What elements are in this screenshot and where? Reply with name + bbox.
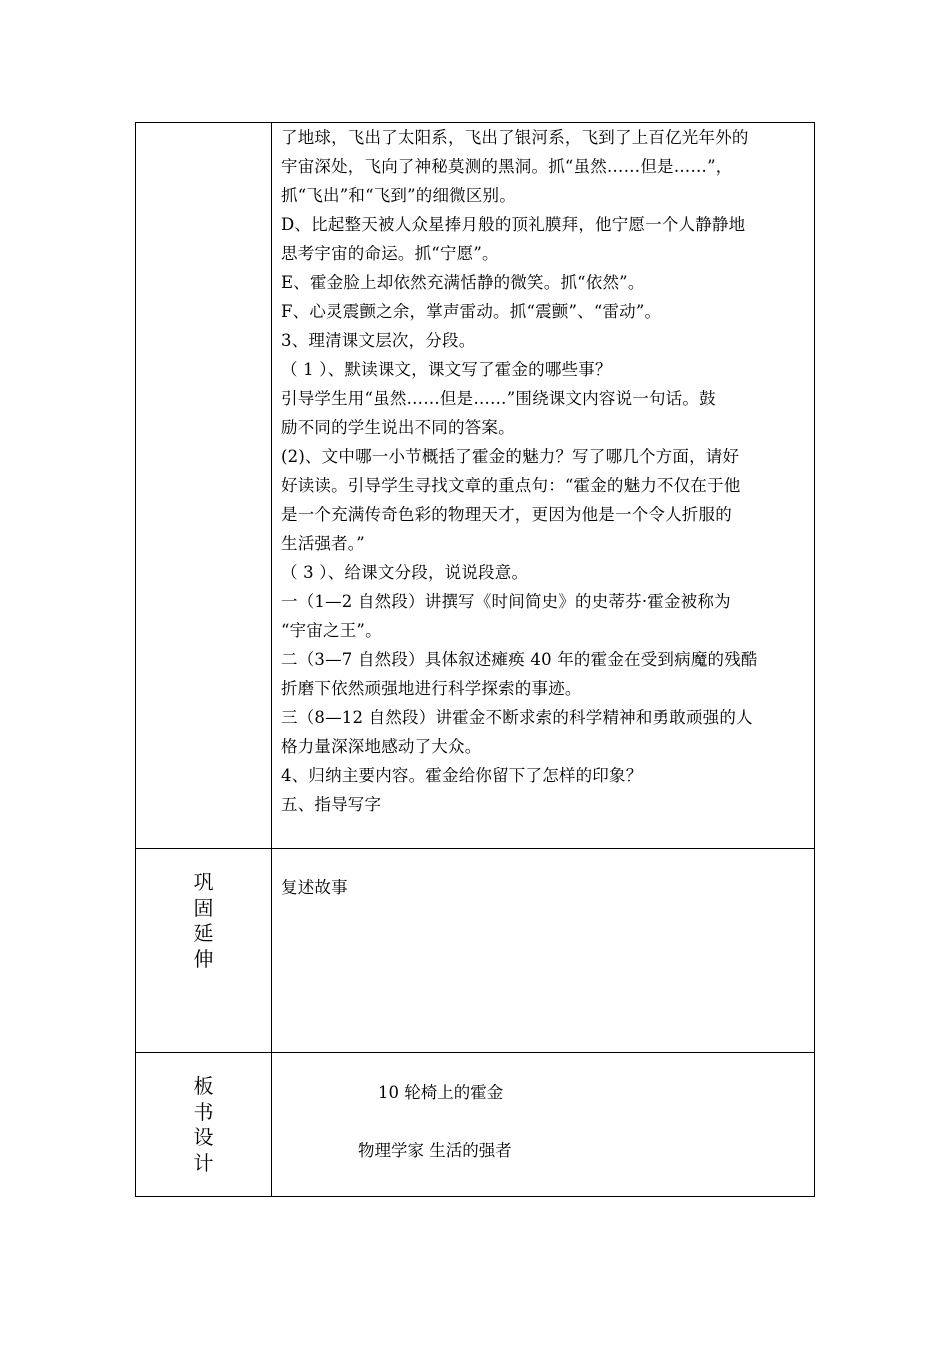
main-content-cell (281, 123, 806, 819)
content-line: 引导学生用“虽然……但是……”围绕课文内容说一句话。鼓 (281, 389, 716, 408)
board-label-char: 设 (193, 1125, 214, 1149)
column-divider (271, 123, 272, 1196)
content-line: （ 1 ）、默读课文，课文写了霍金的哪些事？ (281, 360, 612, 379)
board-title: 10 轮椅上的霍金 (378, 1083, 504, 1102)
consolidate-label-char: 伸 (193, 946, 214, 971)
content-line: D、比起整天被人众星捧月般的顶礼膜拜，他宁愿一个人静静地 (281, 215, 746, 234)
consolidate-label (136, 870, 271, 972)
consolidate-label-char: 巩 (193, 870, 214, 894)
content-line: 宇宙深处，飞向了神秘莫测的黑洞。抓“虽然……但是……”， (281, 157, 733, 176)
content-line: F、心灵震颤之余，掌声雷动。抓“震颤”、“雷动”。 (281, 302, 662, 321)
row-divider-2 (136, 1052, 814, 1053)
content-line: 格力量深深地感动了大众。 (281, 737, 482, 756)
board-label-char: 计 (193, 1150, 214, 1175)
consolidate-content: 复述故事 (281, 878, 348, 897)
content-line: 3、理清课文层次，分段。 (281, 331, 476, 350)
content-line: “宇宙之王”。 (281, 621, 382, 640)
content-line: (2)、文中哪一小节概括了霍金的魅力？写了哪几个方面，请好 (281, 447, 740, 466)
content-line: E、霍金脸上却依然充满恬静的微笑。抓“依然”。 (281, 273, 645, 292)
row-divider-1 (136, 848, 814, 849)
content-line: 三（8—12 自然段）讲霍金不断求索的科学精神和勇敢顽强的人 (281, 708, 753, 727)
content-line: 二（3—7 自然段）具体叙述瘫痪 40 年的霍金在受到病魔的残酷 (281, 650, 758, 669)
content-line: 好读读。引导学生寻找文章的重点句：“霍金的魅力不仅在于他 (281, 476, 741, 495)
content-line: 励不同的学生说出不同的答案。 (281, 418, 515, 437)
board-subtitle: 物理学家 生活的强者 (358, 1141, 512, 1160)
content-line: 思考宇宙的命运。抓“宁愿”。 (281, 244, 499, 263)
consolidate-label-char: 延 (193, 921, 214, 945)
consolidate-content-cell (281, 873, 806, 902)
content-line: 折磨下依然顽强地进行科学探索的事迹。 (281, 679, 582, 698)
board-label (136, 1074, 271, 1176)
lesson-plan-table (135, 122, 815, 1197)
consolidate-label-char: 固 (193, 895, 214, 920)
content-line: 抓“飞出”和“飞到”的细微区别。 (281, 186, 516, 205)
content-line: 了地球，飞出了太阳系，飞出了银河系，飞到了上百亿光年外的 (281, 128, 749, 147)
board-label-char: 书 (193, 1099, 214, 1124)
content-line: 五、指导写字 (281, 795, 382, 814)
content-line: 是一个充满传奇色彩的物理天才，更因为他是一个令人折服的 (281, 505, 732, 524)
content-line: （ 3 ）、给课文分段，说说段意。 (281, 563, 529, 582)
content-line: 一（1—2 自然段）讲撰写《时间简史》的史蒂芬·霍金被称为 (281, 592, 731, 611)
board-label-char: 板 (193, 1074, 214, 1098)
content-line: 4、归纳主要内容。霍金给你留下了怎样的印象？ (281, 766, 643, 785)
content-line: 生活强者。” (281, 534, 365, 553)
